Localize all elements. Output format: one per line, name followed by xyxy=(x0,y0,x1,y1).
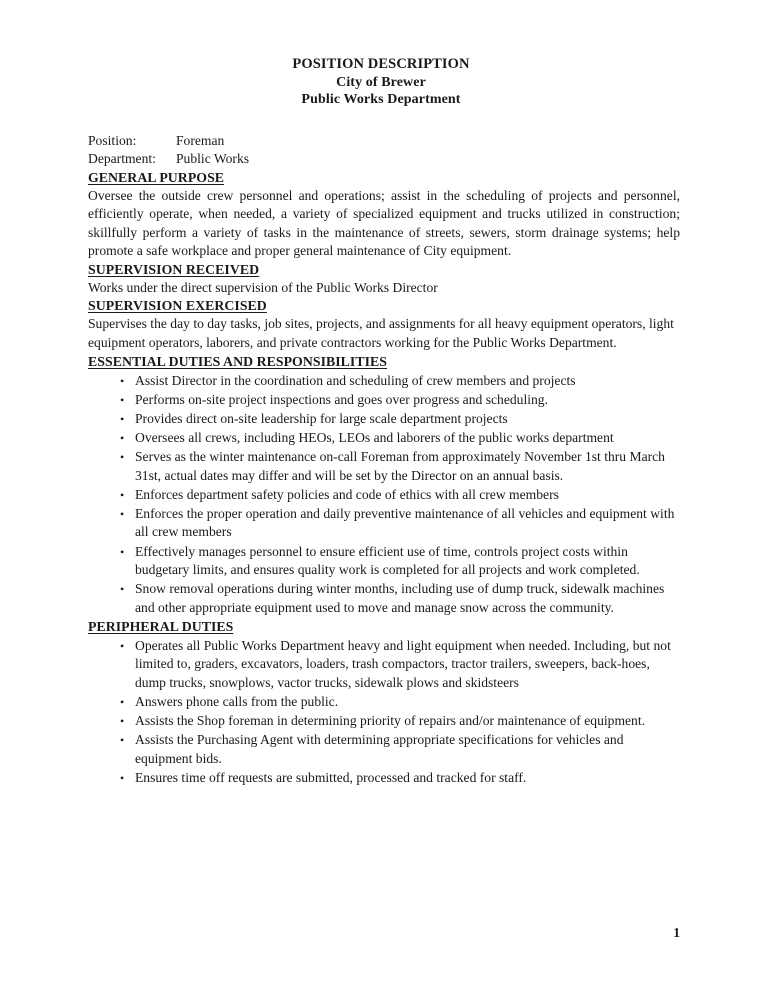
section-heading-general-purpose: GENERAL PURPOSE xyxy=(88,169,225,185)
bullet-icon: • xyxy=(120,450,125,465)
section-text-general-purpose: Oversee the outside crew personnel and operations; assist in the scheduling of projects and personnel, efficiently operate, when needed, a variety of specialized equipment and trucks utilized in construction; skillfully perform a variety of tasks in the maintenance of streets, sewers, storm drainage systems; help promote a safe workplace and proper general maintenance of City equipment. xyxy=(88,187,680,259)
bullet-icon: • xyxy=(120,430,125,445)
section-heading-supervision-exercised: SUPERVISION EXERCISED xyxy=(88,298,267,314)
position-meta xyxy=(88,132,680,169)
list-item-text: Ensures time off requests are submitted, processed and tracked for staff. xyxy=(135,770,527,786)
bullet-icon: • xyxy=(120,714,125,729)
list-item-text: Operates all Public Works Department heavy and light equipment when needed. Including, but not limited to, graders, excavators, loaders, trash compactors, tractor trailers, sweepers, back-hoes, dump trucks, snowplows, vactor trucks, sidewalk plows and skidsteers xyxy=(135,637,671,691)
list-item-text: Effectively manages personnel to ensure efficient use of time, controls project costs within budgetary limits, and ensures quality work is completed for all projects and work completed. xyxy=(135,543,640,578)
section-text-supervision-received: Works under the direct supervision of the Public Works Director xyxy=(88,279,438,295)
page-number: 1 xyxy=(673,925,680,940)
list-item-text: Performs on-site project inspections and goes over progress and scheduling. xyxy=(135,391,549,407)
list-item xyxy=(88,637,680,693)
position-value: Foreman xyxy=(176,132,225,148)
list-item-text: Assists the Shop foreman in determining priority of repairs and/or maintenance of equipment. xyxy=(135,713,646,729)
bullet-icon: • xyxy=(120,638,125,653)
list-item-text: Enforces the proper operation and daily preventive maintenance of all vehicles and equipment with all crew members xyxy=(135,505,675,540)
list-item-text: Enforces department safety policies and code of ethics with all crew members xyxy=(135,486,559,502)
list-item xyxy=(88,712,680,731)
bullet-icon: • xyxy=(120,771,125,786)
department-value: Public Works xyxy=(176,151,250,166)
bullet-icon: • xyxy=(120,373,125,388)
bullet-icon: • xyxy=(120,544,125,559)
peripheral-duties-list xyxy=(88,637,680,788)
section-text-supervision-exercised: Supervises the day to day tasks, job sites, projects, and assignments for all heavy equipment operators, light equipment operators, laborers, and private contractors working for the Public Works Department. xyxy=(88,316,674,351)
section-heading-essential-duties: ESSENTIAL DUTIES AND RESPONSIBILITIES xyxy=(88,353,387,369)
document-title-block xyxy=(82,56,680,109)
position-label: Position: xyxy=(88,132,137,148)
section-heading-peripheral-duties: PERIPHERAL DUTIES xyxy=(88,618,234,634)
meta-row-position xyxy=(88,132,680,151)
bullet-icon: • xyxy=(120,695,125,710)
list-item xyxy=(88,448,680,485)
document-title: POSITION DESCRIPTION xyxy=(292,56,470,72)
essential-duties-list xyxy=(88,372,680,618)
list-item xyxy=(88,543,680,580)
bullet-icon: • xyxy=(120,506,125,521)
list-item-text: Assist Director in the coordination and scheduling of crew members and projects xyxy=(135,372,576,388)
list-item xyxy=(88,410,680,429)
document-body xyxy=(88,56,680,788)
list-item-text: Provides direct on-site leadership for large scale department projects xyxy=(135,410,508,426)
section-heading-supervision-received: SUPERVISION RECEIVED xyxy=(88,261,260,277)
list-item xyxy=(88,486,680,505)
list-item xyxy=(88,731,680,768)
department-label: Department: xyxy=(88,151,156,166)
list-item xyxy=(88,391,680,410)
meta-row-department xyxy=(88,150,680,169)
bullet-icon: • xyxy=(120,411,125,426)
bullet-icon: • xyxy=(120,487,125,502)
list-item-text: Snow removal operations during winter months, including use of dump truck, sidewalk machines and other appropriate equipment used to move and manage snow across the community. xyxy=(135,581,665,615)
list-item xyxy=(88,372,680,391)
list-item-text: Serves as the winter maintenance on-call Foreman from approximately November 1st thru March 31st, actual dates may differ and will be set by the Director on an annual basis. xyxy=(135,449,665,483)
list-item xyxy=(88,769,680,788)
list-item-text: Oversees all crews, including HEOs, LEOs and laborers of the public works department xyxy=(135,429,614,445)
list-item-text: Answers phone calls from the public. xyxy=(135,694,339,710)
list-item xyxy=(88,693,680,712)
list-item xyxy=(88,429,680,448)
document-subtitle-city: City of Brewer xyxy=(336,74,426,90)
list-item xyxy=(88,505,680,542)
list-item-text: Assists the Purchasing Agent with determining appropriate specifications for vehicles and equipment bids. xyxy=(135,732,624,766)
document-subtitle-department: Public Works Department xyxy=(301,92,461,107)
list-item xyxy=(88,580,680,617)
bullet-icon: • xyxy=(120,733,125,748)
bullet-icon: • xyxy=(120,392,125,407)
bullet-icon: • xyxy=(120,582,125,597)
